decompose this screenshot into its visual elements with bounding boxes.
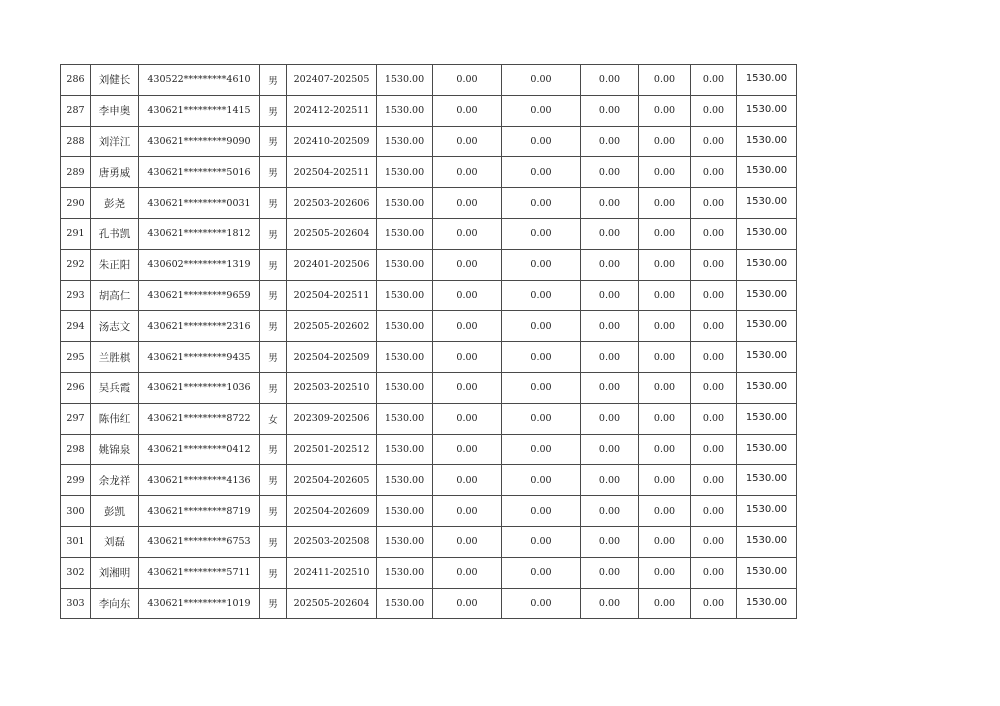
amount-cell: 0.00 [691, 557, 737, 588]
subsidy-period: 202505-202602 [287, 311, 377, 342]
subsidy-period: 202504-202511 [287, 157, 377, 188]
gender: 女 [260, 403, 287, 434]
amount-cell: 0.00 [433, 280, 502, 311]
subsidy-period: 202407-202505 [287, 65, 377, 96]
row-number: 299 [61, 465, 91, 496]
amount-cell: 0.00 [691, 249, 737, 280]
table-row [61, 157, 797, 188]
amount-cell: 0.00 [433, 249, 502, 280]
total-amount: 1530.00 [737, 588, 797, 619]
person-name: 彭凯 [91, 496, 139, 527]
amount-cell: 0.00 [502, 218, 581, 249]
total-amount: 1530.00 [737, 218, 797, 249]
row-number: 294 [61, 311, 91, 342]
amount-cell: 0.00 [639, 342, 691, 373]
person-name: 李向东 [91, 588, 139, 619]
person-name: 孔书凯 [91, 218, 139, 249]
table-row [61, 65, 797, 96]
subsidy-period: 202504-202605 [287, 465, 377, 496]
subsidy-period: 202504-202609 [287, 496, 377, 527]
amount-cell: 1530.00 [377, 342, 433, 373]
amount-cell: 1530.00 [377, 126, 433, 157]
amount-cell: 1530.00 [377, 372, 433, 403]
row-number: 286 [61, 65, 91, 96]
id-number: 430602*********1319 [139, 249, 260, 280]
person-name: 余龙祥 [91, 465, 139, 496]
amount-cell: 0.00 [639, 403, 691, 434]
total-amount: 1530.00 [737, 403, 797, 434]
total-amount: 1530.00 [737, 65, 797, 96]
table-row [61, 557, 797, 588]
amount-cell: 0.00 [691, 496, 737, 527]
amount-cell: 0.00 [691, 218, 737, 249]
amount-cell: 0.00 [639, 465, 691, 496]
person-name: 刘湘明 [91, 557, 139, 588]
amount-cell: 0.00 [433, 403, 502, 434]
amount-cell: 0.00 [639, 588, 691, 619]
gender: 男 [260, 157, 287, 188]
gender: 男 [260, 95, 287, 126]
amount-cell: 0.00 [502, 496, 581, 527]
amount-cell: 0.00 [502, 465, 581, 496]
table-row [61, 95, 797, 126]
id-number: 430621*********0412 [139, 434, 260, 465]
amount-cell: 0.00 [502, 311, 581, 342]
amount-cell: 0.00 [691, 311, 737, 342]
table-row [61, 218, 797, 249]
amount-cell: 0.00 [581, 434, 639, 465]
amount-cell: 0.00 [639, 372, 691, 403]
amount-cell: 1530.00 [377, 403, 433, 434]
amount-cell: 0.00 [502, 526, 581, 557]
row-number: 289 [61, 157, 91, 188]
amount-cell: 0.00 [581, 249, 639, 280]
amount-cell: 0.00 [639, 434, 691, 465]
person-name: 刘健长 [91, 65, 139, 96]
amount-cell: 0.00 [639, 65, 691, 96]
amount-cell: 0.00 [502, 157, 581, 188]
total-amount: 1530.00 [737, 249, 797, 280]
row-number: 290 [61, 188, 91, 219]
amount-cell: 0.00 [639, 311, 691, 342]
id-number: 430621*********5016 [139, 157, 260, 188]
amount-cell: 0.00 [581, 403, 639, 434]
subsidy-period: 202505-202604 [287, 588, 377, 619]
amount-cell: 0.00 [502, 434, 581, 465]
gender: 男 [260, 280, 287, 311]
amount-cell: 0.00 [581, 126, 639, 157]
amount-cell: 0.00 [581, 557, 639, 588]
amount-cell: 0.00 [691, 434, 737, 465]
gender: 男 [260, 434, 287, 465]
id-number: 430621*********6753 [139, 526, 260, 557]
amount-cell: 0.00 [433, 311, 502, 342]
amount-cell: 0.00 [433, 157, 502, 188]
amount-cell: 0.00 [691, 465, 737, 496]
amount-cell: 1530.00 [377, 311, 433, 342]
total-amount: 1530.00 [737, 126, 797, 157]
table-row [61, 126, 797, 157]
amount-cell: 0.00 [433, 496, 502, 527]
row-number: 296 [61, 372, 91, 403]
table-row [61, 526, 797, 557]
table-row [61, 403, 797, 434]
total-amount: 1530.00 [737, 311, 797, 342]
total-amount: 1530.00 [737, 496, 797, 527]
table-row [61, 465, 797, 496]
gender: 男 [260, 526, 287, 557]
amount-cell: 0.00 [433, 526, 502, 557]
amount-cell: 0.00 [433, 342, 502, 373]
amount-cell: 1530.00 [377, 249, 433, 280]
amount-cell: 0.00 [502, 557, 581, 588]
gender: 男 [260, 311, 287, 342]
amount-cell: 0.00 [502, 95, 581, 126]
amount-cell: 0.00 [691, 526, 737, 557]
table-row [61, 280, 797, 311]
gender: 男 [260, 342, 287, 373]
subsidy-period: 202503-202508 [287, 526, 377, 557]
table-row [61, 249, 797, 280]
person-name: 陈伟红 [91, 403, 139, 434]
row-number: 287 [61, 95, 91, 126]
row-number: 288 [61, 126, 91, 157]
amount-cell: 0.00 [581, 65, 639, 96]
subsidy-period: 202410-202509 [287, 126, 377, 157]
person-name: 姚锦泉 [91, 434, 139, 465]
subsidy-period: 202503-202510 [287, 372, 377, 403]
table-row [61, 188, 797, 219]
person-name: 汤志文 [91, 311, 139, 342]
amount-cell: 0.00 [433, 65, 502, 96]
amount-cell: 0.00 [639, 496, 691, 527]
subsidy-period: 202401-202506 [287, 249, 377, 280]
subsidy-period: 202501-202512 [287, 434, 377, 465]
amount-cell: 1530.00 [377, 188, 433, 219]
gender: 男 [260, 126, 287, 157]
amount-cell: 0.00 [433, 588, 502, 619]
amount-cell: 0.00 [581, 188, 639, 219]
subsidy-table [60, 64, 797, 619]
subsidy-period: 202505-202604 [287, 218, 377, 249]
row-number: 292 [61, 249, 91, 280]
amount-cell: 0.00 [502, 342, 581, 373]
row-number: 295 [61, 342, 91, 373]
table-row [61, 372, 797, 403]
row-number: 300 [61, 496, 91, 527]
person-name: 唐勇威 [91, 157, 139, 188]
amount-cell: 0.00 [639, 249, 691, 280]
person-name: 刘磊 [91, 526, 139, 557]
person-name: 李申奥 [91, 95, 139, 126]
amount-cell: 1530.00 [377, 465, 433, 496]
amount-cell: 0.00 [691, 188, 737, 219]
amount-cell: 0.00 [639, 157, 691, 188]
id-number: 430621*********0031 [139, 188, 260, 219]
id-number: 430522*********4610 [139, 65, 260, 96]
id-number: 430621*********1036 [139, 372, 260, 403]
table-row [61, 588, 797, 619]
amount-cell: 0.00 [433, 95, 502, 126]
amount-cell: 0.00 [502, 126, 581, 157]
amount-cell: 0.00 [433, 188, 502, 219]
id-number: 430621*********5711 [139, 557, 260, 588]
amount-cell: 0.00 [502, 372, 581, 403]
amount-cell: 0.00 [502, 249, 581, 280]
id-number: 430621*********1812 [139, 218, 260, 249]
amount-cell: 0.00 [502, 188, 581, 219]
amount-cell: 0.00 [502, 280, 581, 311]
total-amount: 1530.00 [737, 157, 797, 188]
total-amount: 1530.00 [737, 557, 797, 588]
amount-cell: 1530.00 [377, 434, 433, 465]
row-number: 298 [61, 434, 91, 465]
id-number: 430621*********9090 [139, 126, 260, 157]
person-name: 吴兵霞 [91, 372, 139, 403]
amount-cell: 0.00 [581, 95, 639, 126]
id-number: 430621*********9659 [139, 280, 260, 311]
amount-cell: 0.00 [581, 157, 639, 188]
amount-cell: 0.00 [581, 311, 639, 342]
table-row [61, 496, 797, 527]
amount-cell: 0.00 [691, 588, 737, 619]
row-number: 293 [61, 280, 91, 311]
table-row [61, 342, 797, 373]
amount-cell: 0.00 [433, 218, 502, 249]
amount-cell: 0.00 [639, 557, 691, 588]
id-number: 430621*********1019 [139, 588, 260, 619]
amount-cell: 1530.00 [377, 526, 433, 557]
table-body [61, 65, 797, 619]
person-name: 朱正阳 [91, 249, 139, 280]
id-number: 430621*********9435 [139, 342, 260, 373]
amount-cell: 0.00 [581, 342, 639, 373]
total-amount: 1530.00 [737, 372, 797, 403]
amount-cell: 0.00 [502, 403, 581, 434]
amount-cell: 1530.00 [377, 557, 433, 588]
total-amount: 1530.00 [737, 434, 797, 465]
total-amount: 1530.00 [737, 342, 797, 373]
row-number: 297 [61, 403, 91, 434]
gender: 男 [260, 496, 287, 527]
amount-cell: 0.00 [581, 526, 639, 557]
subsidy-period: 202309-202506 [287, 403, 377, 434]
amount-cell: 0.00 [691, 126, 737, 157]
amount-cell: 0.00 [639, 218, 691, 249]
amount-cell: 0.00 [581, 280, 639, 311]
amount-cell: 0.00 [581, 372, 639, 403]
row-number: 301 [61, 526, 91, 557]
amount-cell: 0.00 [581, 465, 639, 496]
amount-cell: 0.00 [691, 95, 737, 126]
id-number: 430621*********8722 [139, 403, 260, 434]
amount-cell: 1530.00 [377, 95, 433, 126]
person-name: 彭尧 [91, 188, 139, 219]
gender: 男 [260, 372, 287, 403]
amount-cell: 0.00 [502, 65, 581, 96]
gender: 男 [260, 588, 287, 619]
amount-cell: 0.00 [639, 526, 691, 557]
table-row [61, 311, 797, 342]
amount-cell: 0.00 [502, 588, 581, 619]
amount-cell: 0.00 [691, 342, 737, 373]
table-row [61, 434, 797, 465]
row-number: 291 [61, 218, 91, 249]
amount-cell: 0.00 [691, 403, 737, 434]
amount-cell: 1530.00 [377, 496, 433, 527]
total-amount: 1530.00 [737, 465, 797, 496]
amount-cell: 0.00 [691, 372, 737, 403]
row-number: 303 [61, 588, 91, 619]
amount-cell: 0.00 [691, 157, 737, 188]
amount-cell: 0.00 [433, 465, 502, 496]
amount-cell: 1530.00 [377, 588, 433, 619]
id-number: 430621*********1415 [139, 95, 260, 126]
gender: 男 [260, 65, 287, 96]
gender: 男 [260, 557, 287, 588]
person-name: 兰胜棋 [91, 342, 139, 373]
person-name: 胡高仁 [91, 280, 139, 311]
amount-cell: 0.00 [581, 218, 639, 249]
amount-cell: 0.00 [433, 434, 502, 465]
amount-cell: 0.00 [691, 280, 737, 311]
amount-cell: 1530.00 [377, 280, 433, 311]
gender: 男 [260, 218, 287, 249]
id-number: 430621*********4136 [139, 465, 260, 496]
subsidy-period: 202504-202511 [287, 280, 377, 311]
amount-cell: 0.00 [639, 95, 691, 126]
subsidy-period: 202412-202511 [287, 95, 377, 126]
amount-cell: 0.00 [433, 126, 502, 157]
amount-cell: 0.00 [639, 188, 691, 219]
amount-cell: 0.00 [639, 280, 691, 311]
gender: 男 [260, 249, 287, 280]
subsidy-period: 202504-202509 [287, 342, 377, 373]
id-number: 430621*********8719 [139, 496, 260, 527]
amount-cell: 1530.00 [377, 65, 433, 96]
subsidy-period: 202503-202606 [287, 188, 377, 219]
subsidy-period: 202411-202510 [287, 557, 377, 588]
amount-cell: 0.00 [581, 588, 639, 619]
amount-cell: 0.00 [581, 496, 639, 527]
amount-cell: 0.00 [691, 65, 737, 96]
gender: 男 [260, 465, 287, 496]
total-amount: 1530.00 [737, 280, 797, 311]
amount-cell: 1530.00 [377, 157, 433, 188]
amount-cell: 0.00 [639, 126, 691, 157]
id-number: 430621*********2316 [139, 311, 260, 342]
amount-cell: 1530.00 [377, 218, 433, 249]
total-amount: 1530.00 [737, 95, 797, 126]
total-amount: 1530.00 [737, 526, 797, 557]
amount-cell: 0.00 [433, 372, 502, 403]
row-number: 302 [61, 557, 91, 588]
person-name: 刘洋江 [91, 126, 139, 157]
amount-cell: 0.00 [433, 557, 502, 588]
total-amount: 1530.00 [737, 188, 797, 219]
gender: 男 [260, 188, 287, 219]
